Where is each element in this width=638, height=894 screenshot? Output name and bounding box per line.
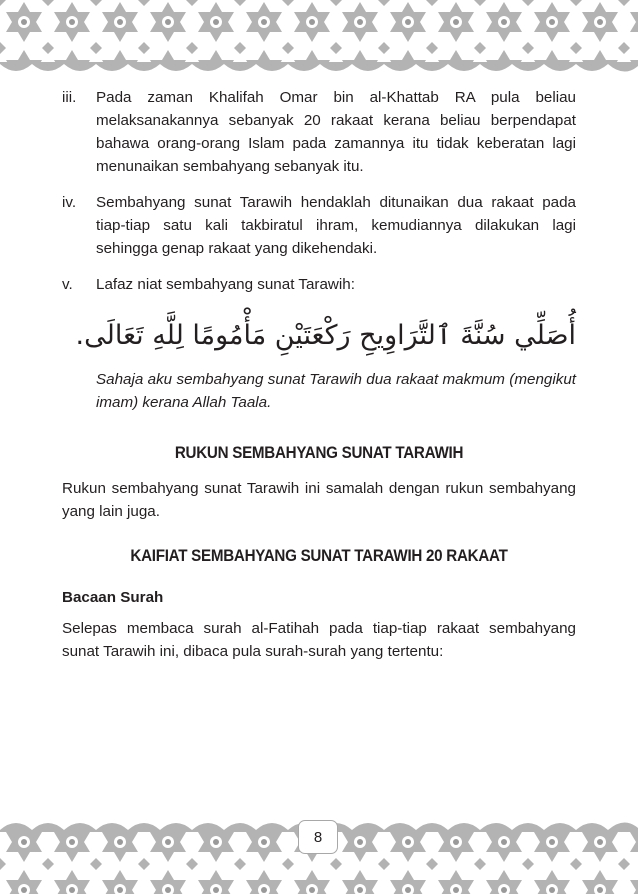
list-item-text: Lafaz niat sembahyang sunat Tarawih:: [96, 276, 355, 293]
list-item-number: iv.: [62, 194, 77, 211]
list-item-number: v.: [62, 276, 73, 293]
subheading-bacaan-surah: Bacaan Surah: [62, 589, 164, 606]
list-item: [62, 273, 576, 296]
section-heading-rukun: RUKUN SEMBAHYANG SUNAT TARAWIH: [174, 444, 464, 462]
niat-translation: Sahaja aku sembahyang sunat Tarawih dua rakaat makmum (mengikut imam) kerana Allah Taala.: [96, 371, 576, 411]
section-heading-kaifiat: KAIFIAT SEMBAHYANG SUNAT TARAWIH 20 RAKAAT: [130, 547, 508, 565]
list-item-text: Pada zaman Khalifah Omar bin al-Khattab RA pula beliau melaksanakannya sebanyak 20 rakaat kerana beliau berpendapat bahawa orang-orang Islam pada zamannya itu tidak keberatan lagi menunaikan sembahyang sebanyak itu.: [96, 89, 576, 175]
rukun-paragraph: Rukun sembahyang sunat Tarawih ini samalah dengan rukun sembahyang yang lain juga.: [62, 480, 576, 520]
page-content: [62, 86, 576, 679]
niat-arabic-text: أُصَلِّي سُنَّةَ ٱلتَّرَاوِيحِ رَكْعَتَيْنِ مَأْمُومًا لِلَّهِ تَعَالَى.: [75, 320, 576, 351]
list-item: [62, 191, 576, 260]
list-item: [62, 86, 576, 178]
top-border-pattern: [0, 0, 638, 78]
list-item-text: Sembahyang sunat Tarawih hendaklah ditunaikan dua rakaat pada tiap-tiap satu kali takbiratul ihram, kemudiannya dilakukan lagi sehingga genap rakaat yang dikehendaki.: [96, 194, 576, 257]
bacaan-surah-paragraph: Selepas membaca surah al-Fatihah pada tiap-tiap rakaat sembahyang sunat Tarawih ini, dibaca pula surah-surah yang tertentu:: [62, 620, 576, 660]
list-item-number: iii.: [62, 89, 77, 106]
top-ornamental-border: [0, 0, 638, 78]
page-number: 8: [298, 820, 338, 854]
